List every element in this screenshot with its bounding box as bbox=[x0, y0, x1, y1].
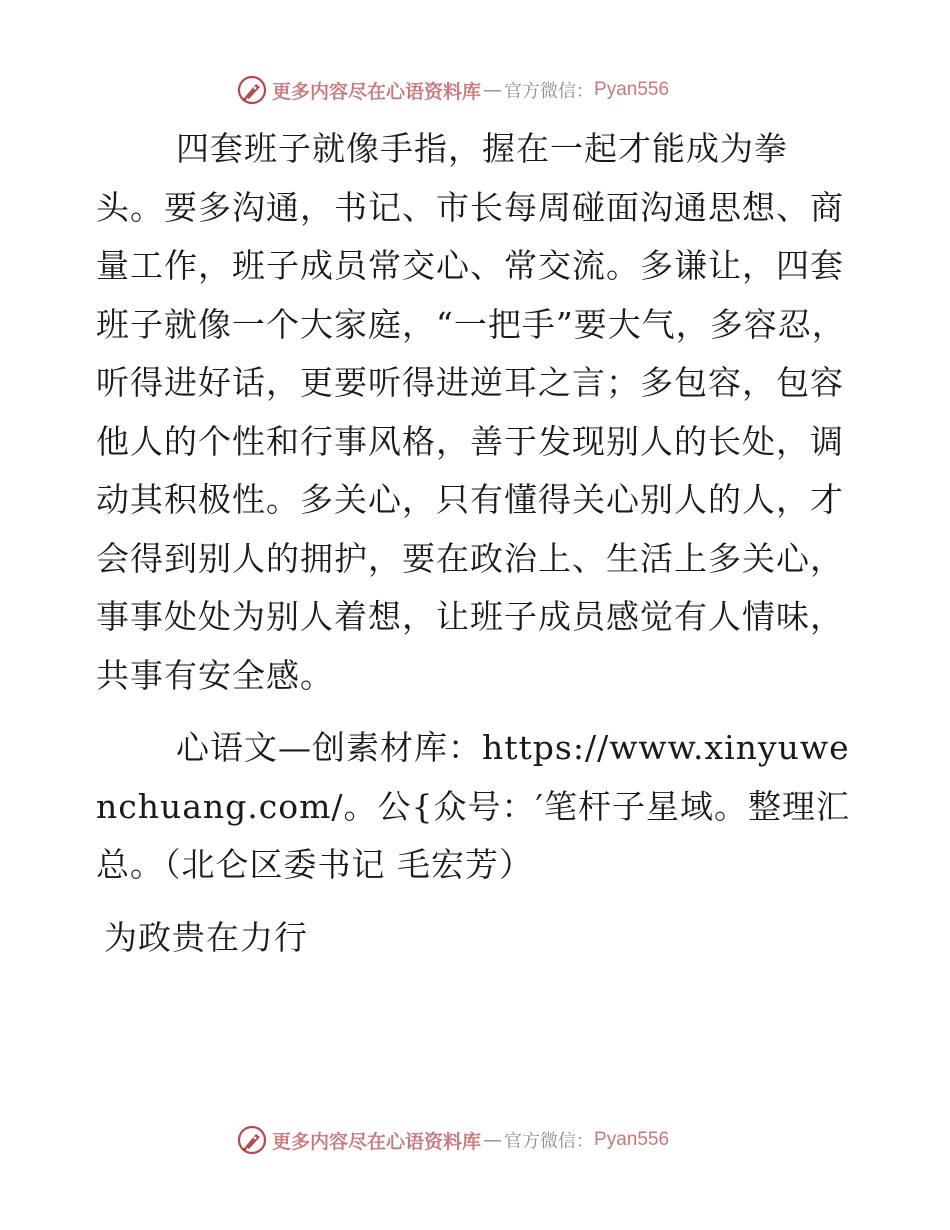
header-watermark bbox=[236, 73, 669, 107]
document-body bbox=[96, 120, 852, 967]
pen-nib-logo-icon bbox=[236, 1124, 268, 1156]
footer-watermark bbox=[236, 1123, 669, 1157]
watermark-title: 更多内容尽在心语资料库 bbox=[272, 80, 482, 103]
watermark-dash: — bbox=[483, 1129, 503, 1151]
watermark-dash: — bbox=[483, 79, 503, 101]
watermark-wechat-label: 官方微信： bbox=[504, 1131, 595, 1152]
watermark-wechat-id: Pyan556 bbox=[594, 79, 670, 100]
paragraph-source: 心语文—创素材库：https://www.xinyuwenchuang.com/。公{众号：′笔杆子星域。整理汇总。（北仑区委书记 毛宏芳） bbox=[96, 728, 851, 884]
watermark-title: 更多内容尽在心语资料库 bbox=[272, 1130, 482, 1153]
section-heading: 为政贵在力行 bbox=[104, 917, 308, 957]
watermark-wechat-id: Pyan556 bbox=[594, 1129, 670, 1150]
watermark-wechat-label: 官方微信： bbox=[504, 81, 595, 102]
paragraph-teamwork: 四套班子就像手指，握在一起才能成为拳头。要多沟通，书记、市长每周碰面沟通思想、商量工作，班子成员常交心、常交流。多谦让，四套班子就像一个大家庭，“一把手”要大气，多容忍，听得进好话，更要听得进逆耳之言；多包容，包容他人的个性和行事风格，善于发现别人的长处，调动其积极性。多关心，只有懂得关心别人的人，才会得到别人的拥护，要在政治上、生活上多关心，事事处处为别人着想，让班子成员感觉有人情味，共事有安全感。 bbox=[96, 129, 846, 695]
pen-nib-logo-icon bbox=[236, 74, 268, 106]
